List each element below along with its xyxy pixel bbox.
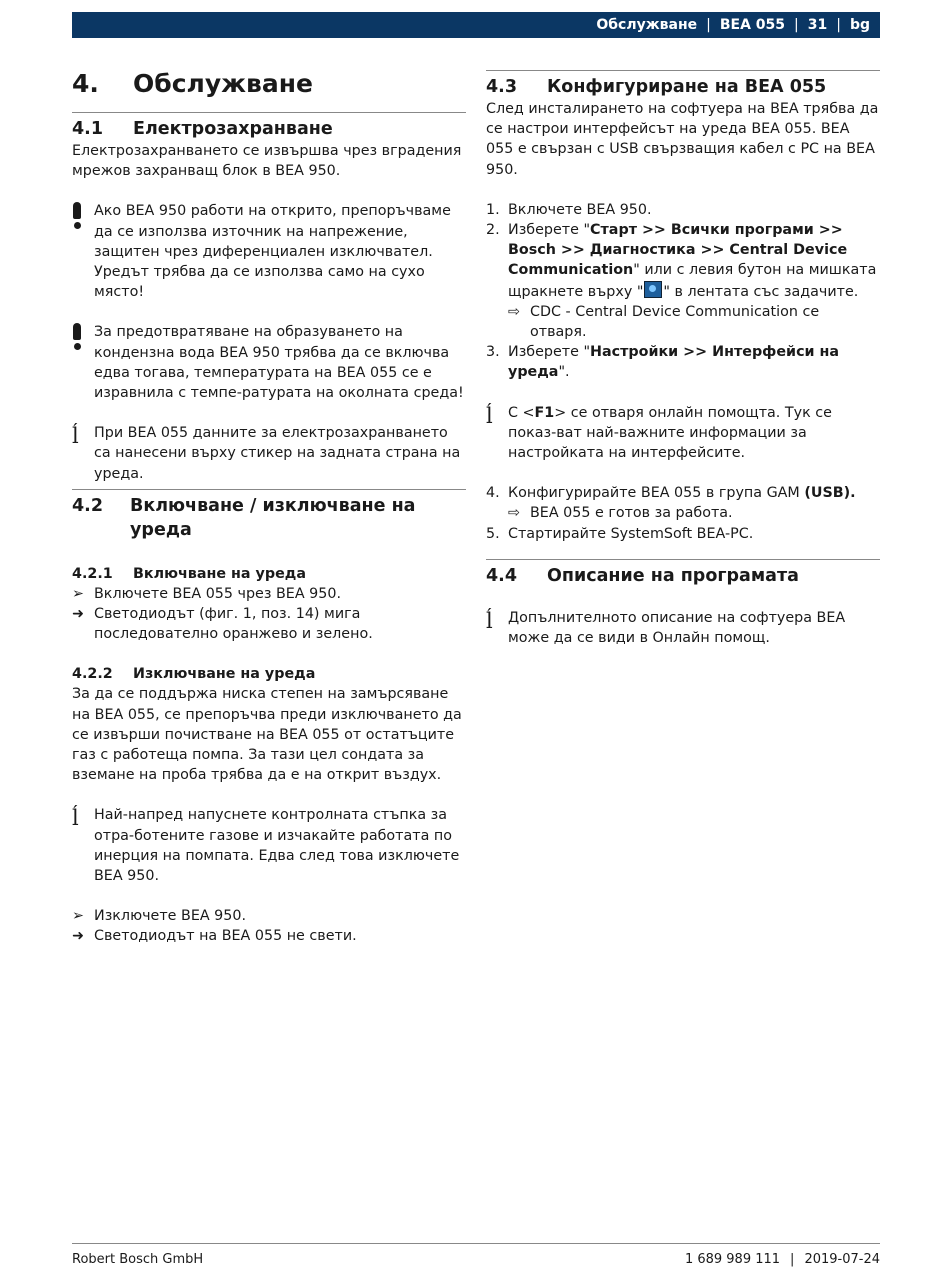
- section-title: Електрозахранване: [133, 119, 333, 139]
- info-text-part: С <: [508, 404, 535, 421]
- numbered-step: [486, 483, 880, 503]
- key-name: F1: [534, 404, 555, 421]
- arrowhead-bullet-icon: ➢: [72, 585, 84, 602]
- section-title: Описание на програмата: [547, 565, 799, 586]
- numbered-step: [486, 524, 880, 544]
- section-heading-4-4: [486, 564, 880, 588]
- info-note: [486, 403, 880, 464]
- warning-text: Ако BEA 950 работи на открито, препоръчваме да се използва източник на напрежение, защитен чрез диференциален изключвател. Уредът трябва да се използва само на сухо място!: [94, 203, 451, 301]
- footer-date: 2019-07-24: [804, 1252, 880, 1267]
- subsection-heading-4-2-1: [72, 564, 466, 584]
- menu-path: Настройки >> Интерфейси на уреда: [508, 344, 840, 381]
- exclamation-warning-icon: [72, 202, 81, 228]
- subsection-number: 4.2.1: [72, 565, 113, 582]
- step-number: 1.: [486, 201, 500, 218]
- step-number: 2.: [486, 222, 500, 239]
- header-separator: |: [836, 16, 841, 33]
- footer-right: [685, 1250, 880, 1270]
- info-note: [486, 608, 880, 648]
- numbered-step: [486, 200, 880, 220]
- step-text: Включете BEA 950.: [508, 201, 652, 218]
- result-step: [72, 926, 466, 946]
- section-heading-4-2: [72, 494, 466, 542]
- left-column: [72, 66, 466, 947]
- info-icon: ĺ: [72, 806, 79, 831]
- numbered-step: [486, 220, 880, 302]
- subsection-number: 4.2.2: [72, 666, 113, 683]
- info-text: Допълнителното описание на софтуера BEA може да се види в Онлайн помощ.: [508, 609, 846, 647]
- section-4-3-intro: След инсталирането на софтуера на BEA трябва да се настрои интерфейсът на уреда BEA 055. BEA 055 е свързан с USB свързващия кабел с PC на BEA 950.: [486, 101, 879, 178]
- info-text: [508, 403, 880, 464]
- hollow-arrow-result-icon: ⇨: [508, 505, 520, 522]
- header-product: BEA 055: [719, 16, 786, 33]
- section-title: Конфигуриране на BEA 055: [547, 77, 827, 97]
- header-separator: |: [706, 16, 711, 33]
- action-step: [72, 584, 466, 604]
- right-column: [486, 70, 880, 648]
- step-text-part: " в лентата със задачите.: [663, 283, 859, 300]
- subsection-heading-4-2-2: [72, 664, 466, 684]
- section-number: 4.4: [486, 565, 518, 586]
- section-divider: [72, 112, 466, 113]
- step-text: [508, 342, 880, 382]
- warning-note: [72, 201, 466, 302]
- action-step-text: Включете BEA 055 чрез BEA 950.: [94, 585, 341, 602]
- subsection-title: Изключване на уреда: [133, 666, 316, 683]
- section-divider: [486, 70, 880, 71]
- section-divider: [72, 489, 466, 490]
- result-step-text: Светодиодът на BEA 055 не свети.: [94, 928, 357, 945]
- section-number: 4.2: [72, 495, 104, 516]
- step-text: [508, 483, 856, 503]
- step-text: [508, 220, 880, 302]
- arrowhead-bullet-icon: ➢: [72, 908, 84, 925]
- info-icon: ĺ: [72, 424, 79, 449]
- footer-divider: [72, 1243, 880, 1244]
- step-number: 3.: [486, 344, 500, 361]
- step-text-part: " или с левия бутон на мишката щракнете върху ": [508, 262, 877, 300]
- menu-path: Старт >> Всички програми >> Bosch >> Диагностика >> Central Device Communication: [508, 222, 848, 279]
- page-footer: [72, 1250, 880, 1270]
- step-text-part: ".: [558, 364, 570, 381]
- step-result-text: CDC - Central Device Communication се отваря.: [530, 303, 820, 341]
- subsection-title: Включване на уреда: [133, 565, 306, 582]
- step-result: [486, 503, 880, 523]
- info-note: [72, 423, 466, 484]
- info-text: Най-напред напуснете контролната стъпка за отра-ботените газове и изчакайте работата по инерция на помпата. Едва след това изключете BEA 950.: [94, 807, 460, 885]
- step-text-part: Изберете ": [508, 222, 591, 239]
- action-step: [72, 906, 466, 926]
- step-result-text: BEA 055 е готов за работа.: [530, 505, 733, 522]
- section-4-1-intro: Електрозахранването се извършва чрез вградения мрежов захранващ блок в BEA 950.: [72, 143, 462, 180]
- header-page-number: 31: [807, 16, 828, 33]
- header-separator: |: [794, 16, 799, 33]
- result-step: [72, 604, 466, 644]
- info-icon: ĺ: [486, 403, 493, 428]
- chapter-number: 4.: [72, 69, 99, 98]
- step-result: [486, 302, 880, 342]
- info-icon: ĺ: [486, 608, 493, 633]
- hollow-arrow-result-icon: ⇨: [508, 303, 520, 320]
- group-name: (USB).: [804, 485, 856, 502]
- section-title: Включване / изключване на уреда: [130, 495, 416, 540]
- warning-note: [72, 322, 466, 403]
- cdc-taskbar-icon: [644, 281, 662, 298]
- footer-document-number: 1 689 989 111: [684, 1252, 781, 1267]
- section-number: 4.3: [486, 77, 518, 97]
- step-number: 5.: [486, 525, 500, 542]
- section-heading-4-1: [72, 117, 466, 141]
- chapter-heading: [72, 68, 466, 100]
- right-arrow-result-icon: ➜: [72, 928, 84, 945]
- step-number: 4.: [486, 485, 500, 502]
- info-note: [72, 805, 466, 886]
- subsection-4-2-2-intro: За да се поддържа ниска степен на замърсяване на BEA 055, се препоръчва преди изключването да се извърши почистване на BEA 055 от остатъците газ с работеща помпа. За тази цел сондата за вземане на проба трябва да е на открит въздух.: [72, 686, 462, 784]
- footer-company: Robert Bosch GmbH: [72, 1252, 204, 1267]
- step-text: Стартирайте SystemSoft BEA-PC.: [508, 525, 754, 542]
- step-text-part: Конфигурирайте BEA 055 в група GAM: [508, 485, 805, 502]
- numbered-step: [486, 342, 880, 382]
- page-header-bar: [72, 12, 880, 38]
- action-step-text: Изключете BEA 950.: [94, 908, 247, 925]
- step-text-part: Изберете ": [508, 344, 591, 361]
- warning-text: За предотвратяване на образуването на кондензна вода BEA 950 трябва да се включва едва тогава, температурата на BEA 055 се е изравнила с темпе-ратурата на околната среда!: [94, 324, 464, 402]
- section-heading-4-3: [486, 75, 880, 99]
- footer-separator: |: [790, 1252, 795, 1267]
- info-text: При BEA 055 данните за електрозахранването са нанесени върху стикер на задната страна на уреда.: [94, 425, 461, 482]
- right-arrow-result-icon: ➜: [72, 606, 84, 623]
- result-step-text: Светодиодът (фиг. 1, поз. 14) мига последователно оранжево и зелено.: [94, 606, 373, 643]
- section-divider: [486, 559, 880, 560]
- section-number: 4.1: [72, 119, 104, 139]
- info-text-part: > се отваря онлайн помощта. Тук се показ-ват най-важните информации за настройката на интерфейсите.: [508, 404, 832, 462]
- header-language: bg: [849, 16, 870, 33]
- exclamation-warning-icon: [72, 323, 81, 349]
- header-section: Обслужване: [596, 16, 698, 33]
- chapter-title: Обслужване: [133, 69, 313, 98]
